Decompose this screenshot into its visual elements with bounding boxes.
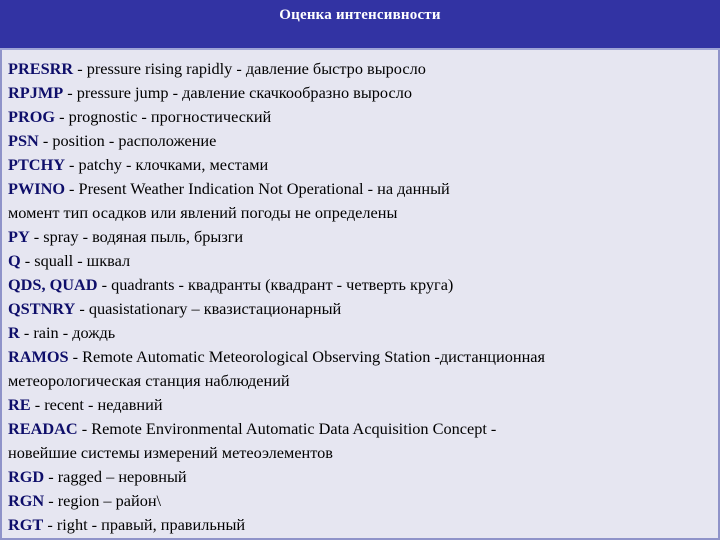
content-panel <box>0 50 720 540</box>
slide-title: Оценка интенсивности <box>279 7 441 23</box>
entry-separator: - <box>19 323 34 342</box>
entry-separator: - <box>20 251 35 270</box>
entry-term: RE <box>8 395 31 414</box>
entry-definition: right - правый, правильный <box>56 515 246 534</box>
entry-separator: - <box>77 419 92 438</box>
header-bar <box>0 0 720 50</box>
glossary-entry <box>8 297 714 321</box>
entry-continuation: метеорологическая станция наблюдений <box>8 371 290 390</box>
entry-separator: - <box>38 131 53 150</box>
entry-term: PROG <box>8 107 56 126</box>
entry-term: PWINO <box>8 179 65 198</box>
entry-definition: pressure jump - давление скачкообразно выросло <box>76 83 412 102</box>
entry-definition: prognostic - прогностический <box>68 107 272 126</box>
entry-separator: - <box>44 467 58 486</box>
entry-definition: quasistationary – квазистационарный <box>88 299 342 318</box>
entry-term: RGN <box>8 491 45 510</box>
entry-definition: Remote Environmental Automatic Data Acquisition Concept - <box>91 419 497 438</box>
glossary-entry <box>8 393 714 417</box>
entry-term: RGD <box>8 467 45 486</box>
entry-separator: - <box>63 83 77 102</box>
entry-definition: position - расположение <box>52 131 217 150</box>
entry-separator: - <box>55 107 69 126</box>
entry-term: Q <box>8 251 21 270</box>
entry-definition: quadrants - квадранты (квадрант - четверть круга) <box>111 275 454 294</box>
glossary-entry <box>8 105 714 129</box>
entry-definition: Present Weather Indication Not Operational - на данный <box>78 179 450 198</box>
entry-term: PY <box>8 227 30 246</box>
entry-definition: recent - недавний <box>44 395 163 414</box>
glossary-entry <box>8 177 714 201</box>
glossary-entry <box>8 273 714 297</box>
entry-term: RPJMP <box>8 83 64 102</box>
entry-definition: region – район\ <box>57 491 162 510</box>
entry-term: PSN <box>8 131 39 150</box>
glossary-entry <box>8 81 714 105</box>
entry-separator: - <box>68 347 83 366</box>
glossary-entry <box>8 465 714 489</box>
glossary-entry <box>8 249 714 273</box>
glossary-entry <box>8 129 714 153</box>
glossary-entry <box>8 321 714 345</box>
glossary-entry <box>8 489 714 513</box>
glossary-entry <box>8 57 714 81</box>
entry-definition: rain - дождь <box>33 323 116 342</box>
entry-separator: - <box>44 491 58 510</box>
glossary-entry <box>8 225 714 249</box>
entry-separator: - <box>73 59 87 78</box>
entry-separator: - <box>43 515 57 534</box>
entry-definition: squall - шквал <box>34 251 131 270</box>
entry-separator: - <box>30 395 45 414</box>
glossary-entry <box>8 513 714 537</box>
entry-term: QDS, QUAD <box>8 275 98 294</box>
entry-term: READAC <box>8 419 78 438</box>
entry-continuation: новейшие системы измерений метеоэлементов <box>8 443 333 462</box>
entry-definition: ragged – неровный <box>57 467 187 486</box>
entry-separator: - <box>75 299 89 318</box>
entry-separator: - <box>64 155 79 174</box>
entry-separator: - <box>29 227 44 246</box>
entry-term: RAMOS <box>8 347 69 366</box>
glossary-entry <box>8 345 714 369</box>
entry-term: PTCHY <box>8 155 65 174</box>
entry-separator: - <box>97 275 112 294</box>
entry-definition: pressure rising rapidly - давление быстро выросло <box>86 59 426 78</box>
glossary-entry <box>8 153 714 177</box>
entry-definition: spray - водяная пыль, брызги <box>43 227 244 246</box>
entry-definition: Remote Automatic Meteorological Observing Station -дистанционная <box>82 347 546 366</box>
glossary-list <box>8 57 714 537</box>
entry-term: QSTNRY <box>8 299 76 318</box>
entry-term: R <box>8 323 20 342</box>
entry-continuation: момент тип осадков или явлений погоды не определены <box>8 203 398 222</box>
entry-term: PRESRR <box>8 59 74 78</box>
entry-separator: - <box>64 179 79 198</box>
entry-term: RGT <box>8 515 44 534</box>
glossary-entry <box>8 417 714 441</box>
entry-definition: patchy - клочками, местами <box>78 155 269 174</box>
